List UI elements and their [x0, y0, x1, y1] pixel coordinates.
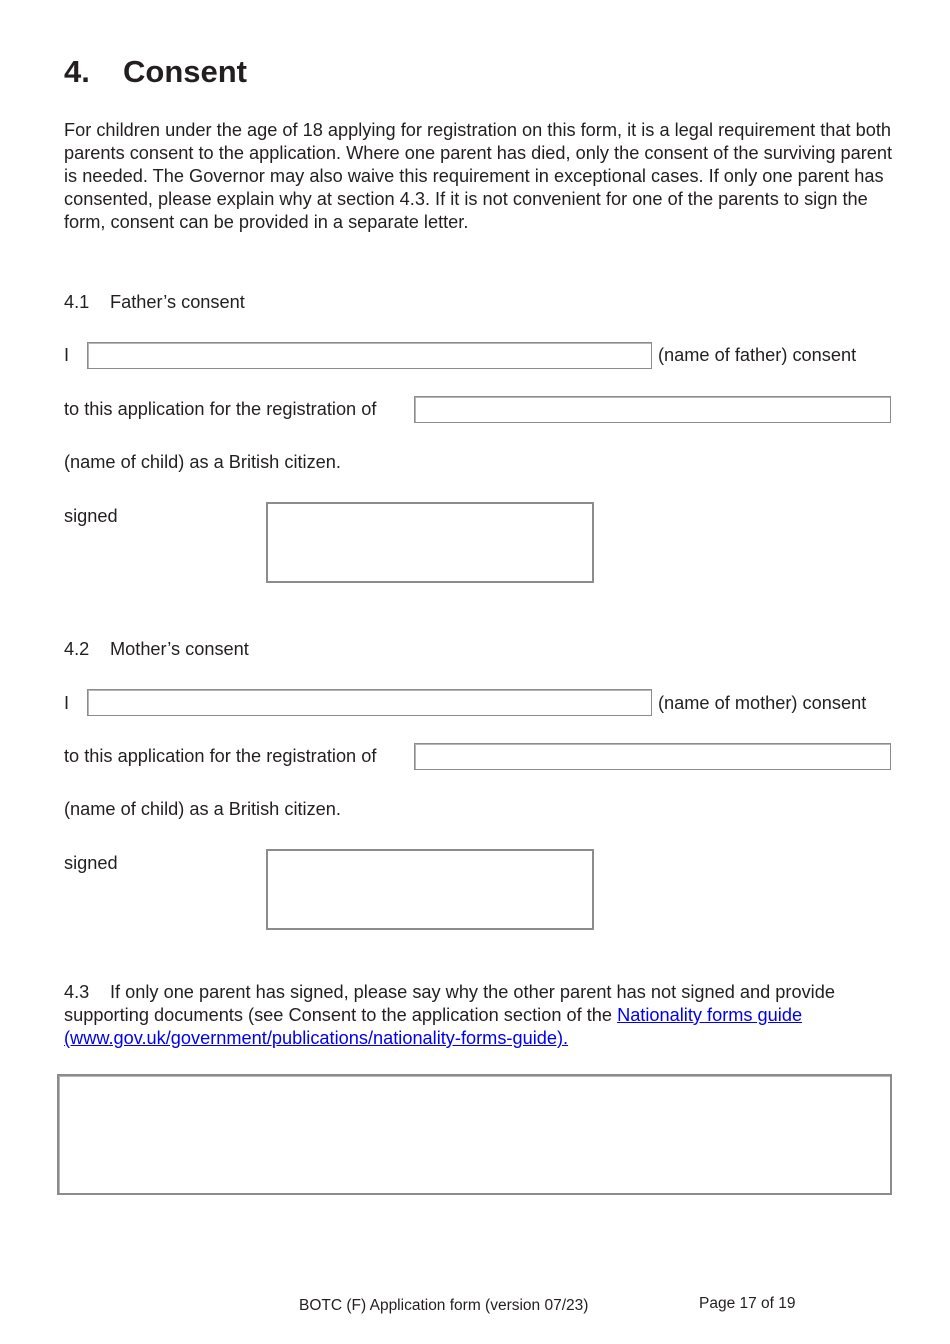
father-child-suffix: (name of child) as a British citizen.: [64, 452, 341, 472]
mother-child-suffix: (name of child) as a British citizen.: [64, 799, 341, 819]
mother-name-input[interactable]: [87, 689, 652, 716]
reason-question: [64, 981, 894, 1050]
reason-text: If only one parent has signed, please say why the other parent has not signed and provide supporting documents (see Consent to the application section of the: [64, 982, 835, 1025]
mother-signed-label: signed: [64, 853, 118, 873]
father-signature-box[interactable]: [266, 502, 594, 583]
mother-name-suffix: (name of mother) consent: [658, 693, 867, 713]
mother-section-number: 4.2: [64, 639, 90, 659]
father-section-number: 4.1: [64, 292, 90, 312]
father-registration-label: to this application for the registration of: [64, 399, 377, 419]
mother-child-name-input[interactable]: [414, 743, 891, 770]
father-consent-heading: [64, 291, 245, 313]
father-section-title: Father’s consent: [110, 292, 245, 312]
father-signed-label: signed: [64, 506, 118, 526]
father-i-label: I: [64, 345, 70, 365]
father-name-input[interactable]: [87, 342, 652, 369]
reason-textarea[interactable]: [57, 1074, 892, 1195]
mother-section-title: Mother’s consent: [110, 639, 249, 659]
section-title: Consent: [123, 54, 247, 89]
reason-section-number: 4.3: [64, 982, 90, 1002]
section-heading: [64, 52, 247, 92]
mother-consent-heading: [64, 638, 249, 660]
mother-signature-box[interactable]: [266, 849, 594, 930]
mother-registration-label: to this application for the registration of: [64, 746, 377, 766]
section-number: 4.: [64, 54, 90, 89]
father-name-suffix: (name of father) consent: [658, 345, 857, 365]
footer-page-number: Page 17 of 19: [699, 1295, 796, 1312]
nationality-guide-link[interactable]: Nationality forms guide (www.gov.uk/government/publications/nationality-forms-guide).: [64, 1005, 803, 1048]
mother-i-label: I: [64, 693, 70, 713]
footer-form-version: BOTC (F) Application form (version 07/23): [299, 1297, 589, 1314]
intro-paragraph: For children under the age of 18 applying for registration on this form, it is a legal requirement that both parents consent to the application. Where one parent has died, only the consent of the surviving parent is needed. The Governor may also waive this requirement in exceptional cases. If only one parent has consented, please explain why at section 4.3. If it is not convenient for one of the parents to sign the form, consent can be provided in a separate letter.: [64, 120, 893, 232]
father-child-name-input[interactable]: [414, 396, 891, 423]
